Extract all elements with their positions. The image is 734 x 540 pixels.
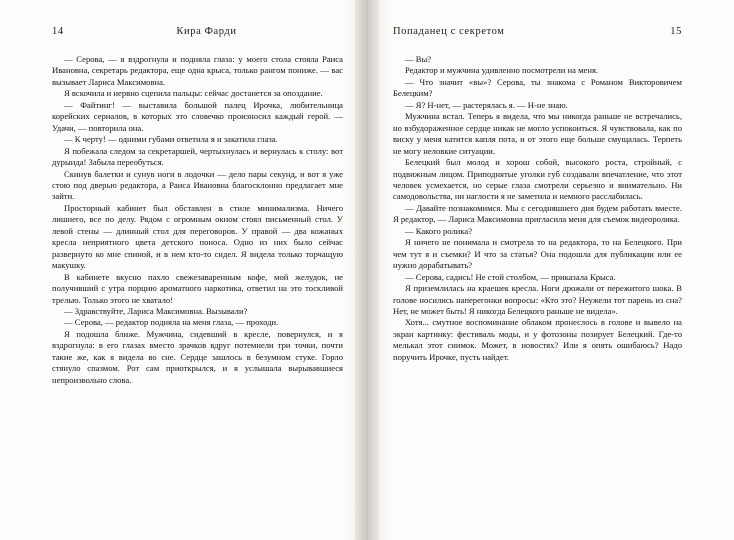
paragraph: — Какого ролика? [405,225,473,236]
paragraph: — Я? Н-нет, — растерялась я. — Н-не знаю. [405,99,568,110]
paragraph: Белецкий был молод и хорош собой, высокого роста, стройный, с подвижным лицом. Приподнятые уголки губ создавали впечатление, что этот человек усмехается, но серые глаза смотрели серьезно и внимательно. Ни самодовольства, ни наглости я не заметила и немного расслабилась. [393,157,682,202]
paragraph: — Серова, садись! Не стой столбом, — приказала Крыса. [405,271,616,282]
paragraph: — Файтинг! — выставила большой палец Ирочка, любительница корейских сериалов, в которых это словечко произносил каждый герой. — Удачи, — повторила она. [52,99,343,133]
paragraph: Я вскочила и нервно сцепила пальцы: сейчас достанется за опоздание. [64,88,323,99]
running-head-left: Кира Фарди [176,26,237,37]
paragraph: Редактор и мужчина удивленно посмотрели на меня. [405,65,599,76]
paragraph: — Что значит «вы»? Серова, ты знакома с Романом Викторовичем Белецким? [393,76,682,99]
paragraph: Я ничего не понимала и смотрела то на редактора, то на Белецкого. При чем тут я и съемки? И что за статья? Она подошла для публикации или ее нужно дорабатывать? [393,237,682,271]
running-header-right [393,26,682,39]
paragraph: Я подошла ближе. Мужчина, сидевший в кресле, повернулся, и я вздрогнула: в его глазах вместо зрачков вдруг потемнели три точки, почти такие же, как я видела во сне. Сердце зашлось в безумном стуке. Горло стянуло спазмом. Рот сам приоткрылся, и я услышала вырывавшиеся непроизвольно слова. [52,328,343,385]
paragraph: В кабинете вкусно пахло свежезаваренным кофе, мой желудок, не получивший с утра порцию ароматного наркотика, ответил на это тоскливой трелью. Только этого не хватало! [52,271,343,305]
paragraph: — Серова, — редактор подняла на меня глаза, — проходи. [64,317,279,328]
page-right [367,0,734,540]
book-gutter [367,0,368,540]
paragraph: — Вы? [405,54,432,64]
page-body-left [52,54,343,386]
paragraph: — Давайте познакомимся. Мы с сегодняшнего дня будем работать вместе. Я редактор, — Лариса Максимовна пригласила меня для съемок видеоролика. [393,202,682,225]
paragraph: — Серова, — я вздрогнула и подняла глаза: у моего стола стояла Раиса Ивановна, секретарь редактора, еще одна крыса, только рангом пониже. — вас вызывает Лариса Максимовна. [52,54,343,87]
paragraph: Я приземлилась на краешек кресла. Ноги дрожали от пережитого шока. В голове носились наперегонки вопросы: «Кто это? Неужели тот парень из сна? Нет, не может быть! Я никогда Белецкого раньше не видела». [393,283,682,316]
running-head-right: Попаданец с секретом [393,26,505,37]
paragraph: — К черту! — одними губами ответила я и закатила глаза. [64,134,278,145]
page-number-left: 14 [52,26,64,37]
paragraph: — Здравствуйте, Лариса Максимовна. Вызывали? [64,305,248,316]
paragraph: Я побежала следом за секретаршей, чертыхнулась и вернулась к столу: вот дурында! Забыла переобуться. [52,145,343,168]
running-header-left [52,26,343,39]
paragraph: Хотя... смутное воспоминание облаком пронеслось в голове и вывело на экран картинку: фестиваль моды, и у фотозоны позирует Белецкий. Где-то мелькал этот снимок. Может, в новостях? Или я опять ошибаюсь? Надо поручить Ирочке, пусть найдет. [393,317,682,362]
paragraph: Скинув балетки и сунув ноги в лодочки — дело пары секунд, и вот я уже стою под дверью редактора, а Раиса Ивановна благосклонно предлагает мне зайти. [52,168,343,202]
paragraph: Мужчина встал. Теперь я видела, что мы никогда раньше не встречались, но взбудораженное сердце никак не могло успокоиться. Я чувствовала, как по виску у меня катится капля пота, и от этого еще больше смущалась. Терпеть не могу неловкие ситуации. [393,111,682,156]
paragraph: Просторный кабинет был обставлен в стиле минимализма. Ничего лишнего, все по делу. Рядом с огромным окном стоял письменный стол. У левой стены — длинный стол для переговоров. У правой — два кожаных кресла неприятного цвета детского поноса. Одно из них было сейчас развернуто ко мне спиной, и в нем кто-то сидел. Я видела только торчащую макушку. [52,202,343,271]
page-number-right: 15 [670,26,682,37]
page-body-right [393,54,682,363]
